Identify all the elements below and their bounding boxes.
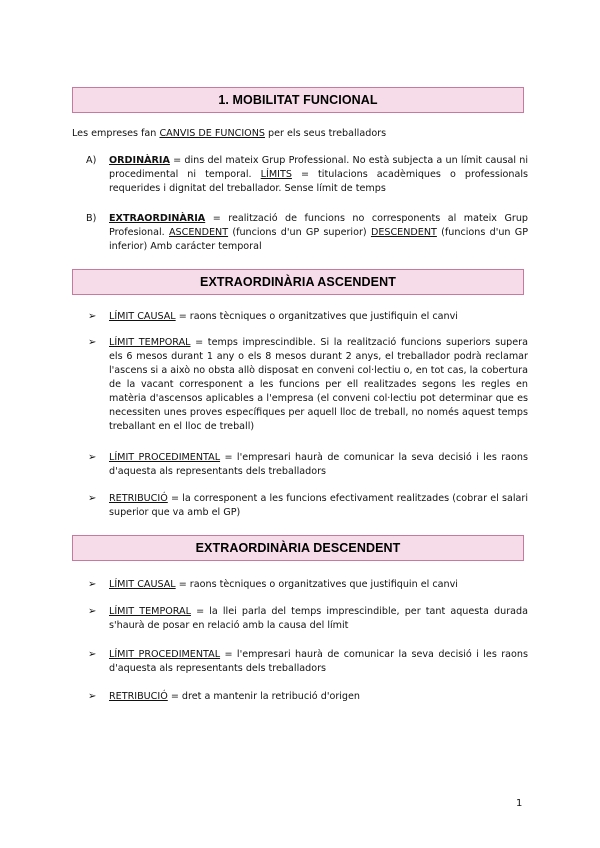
list-item: ➢ LÍMIT PROCEDIMENTAL = l'empresari haurà de comunicar la seva decisió i les raons d'aquesta als representants dels treballadors [88, 452, 528, 477]
intro-paragraph: Les empreses fan CANVIS DE FUNCIONS per els seus treballadors [72, 128, 387, 139]
arrow-bullet-icon: ➢ [88, 579, 97, 590]
arrow-bullet-icon: ➢ [88, 452, 97, 463]
list-item: ➢ LÍMIT PROCEDIMENTAL = l'empresari haurà de comunicar la seva decisió i les raons d'aquesta als representants dels treballadors [88, 649, 528, 674]
list-item: ➢ LÍMIT CAUSAL = raons tècniques o organitzatives que justifiquin el canvi [88, 579, 458, 590]
list-item: ➢ RETRIBUCIÓ = la corresponent a les funcions efectivament realitzades (cobrar el salari superior que va amb el GP) [88, 493, 528, 518]
list-item: ➢ RETRIBUCIÓ = dret a mantenir la retribució d'origen [88, 691, 361, 702]
arrow-bullet-icon: ➢ [88, 311, 97, 322]
arrow-bullet-icon: ➢ [88, 493, 97, 504]
section-heading-mobilitat-funcional: 1. MOBILITAT FUNCIONAL [72, 87, 524, 113]
arrow-bullet-icon: ➢ [88, 691, 97, 702]
arrow-bullet-icon: ➢ [88, 337, 97, 348]
list-item: ➢ LÍMIT TEMPORAL = temps imprescindible. Si la realització funcions superiors supera els 6 mesos durant 1 any o els 8 mesos durant 2 anys, el treballador podrà reclamar l'ascens si a això no obsta allò disposat en conveni col·lectiu o, en tot cas, la cobertura de la vacant corresponent a les funcions per ell realitzades segons les regles en matèria d'ascensos aplicables a l'empresa (el conveni col·lectiu pot determinar que es necessiten unes proves específiques per aquell lloc de treball, no només aquest temps treballant en el lloc de treball) [88, 337, 528, 432]
section-heading-descendent: EXTRAORDINÀRIA DESCENDENT [72, 535, 524, 561]
list-item-ordinaria: A) ORDINÀRIA = dins del mateix Grup Professional. No està subjecta a un límit causal ni procedimental ni temporal. LÍMITS = titulacions acadèmiques o professionals requerides i dignitat del treballador. Sense límit de temps [86, 155, 528, 194]
arrow-bullet-icon: ➢ [88, 606, 97, 617]
section-heading-ascendent: EXTRAORDINÀRIA ASCENDENT [72, 269, 524, 295]
arrow-bullet-icon: ➢ [88, 649, 97, 660]
list-item: ➢ LÍMIT TEMPORAL = la llei parla del temps imprescindible, per tant aquesta durada s'haurà de posar en relació amb la causa del límit [88, 606, 528, 631]
list-item: ➢ LÍMIT CAUSAL = raons tècniques o organitzatives que justifiquin el canvi [88, 311, 458, 322]
intro-link-text: CANVIS DE FUNCIONS [159, 128, 265, 139]
page-number: 1 [516, 798, 523, 809]
list-item-extraordinaria: B) EXTRAORDINÀRIA = realització de funcions no corresponents al mateix Grup Profesional. ASCENDENT (funcions d'un GP superior) DESCENDENT (funcions d'un GP inferior) Amb carácter temporal [86, 213, 528, 252]
